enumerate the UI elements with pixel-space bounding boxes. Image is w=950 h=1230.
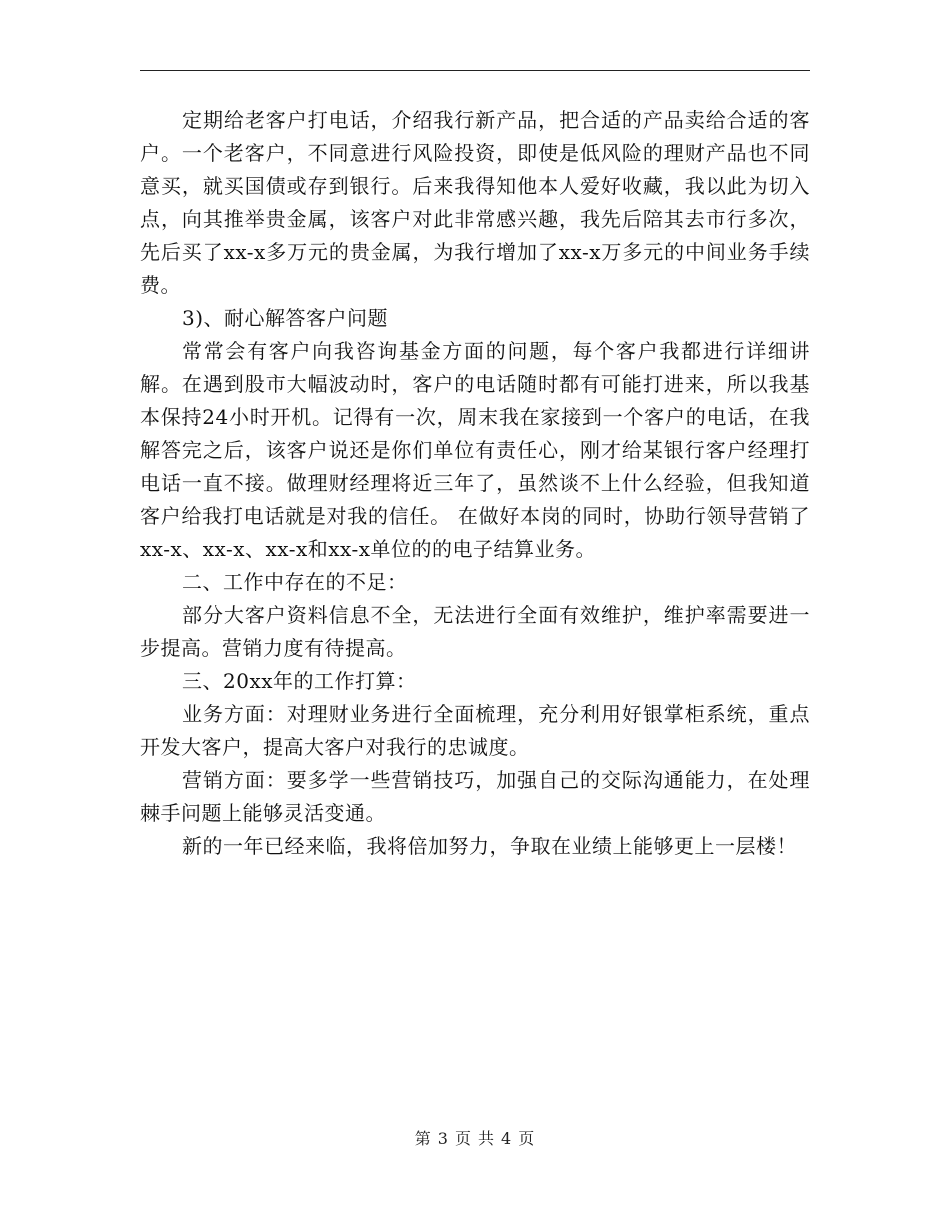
footer-prefix: 第	[414, 1129, 432, 1148]
paragraph-marketing-plan: 营销方面：要多学一些营销技巧，加强自己的交际沟通能力，在处理棘手问题上能够灵活变通。	[140, 768, 810, 825]
section-heading-work-plan: 三、20xx年的工作打算：	[182, 669, 417, 693]
footer-total-pages: 4	[501, 1129, 513, 1148]
document-body	[140, 104, 810, 863]
page-footer	[0, 1126, 950, 1149]
footer-suffix: 页	[518, 1129, 536, 1148]
paragraph-fund-consulting: 常常会有客户向我咨询基金方面的问题，每个客户我都进行详细讲解。在遇到股市大幅波动时，客户的电话随时都有可能打进来，所以我基本保持24小时开机。记得有一次，周末我在家接到一个客户的电话，在我解答完之后，该客户说还是你们单位有责任心，刚才给某银行客户经理打电话一直不接。做理财经理将近三年了，虽然谈不上什么经验，但我知道客户给我打电话就是对我的信任。 在做好本岗的同时，协助行领导营销了xx-x、xx-x、xx-x和xx-x单位的的电子结算业务。	[140, 339, 810, 561]
paragraph-shortcomings: 部分大客户资料信息不全，无法进行全面有效维护，维护率需要进一步提高。营销力度有待提高。	[140, 603, 810, 660]
section-heading-shortcomings: 二、工作中存在的不足：	[182, 570, 408, 594]
header-rule	[140, 70, 810, 71]
footer-current-page: 3	[437, 1129, 449, 1148]
paragraph-business-plan: 业务方面：对理财业务进行全面梳理，充分利用好银掌柜系统，重点开发大客户，提高大客户对我行的忠诚度。	[140, 702, 810, 759]
paragraph-heading-answer-questions: 3)、耐心解答客户问题	[182, 306, 389, 330]
paragraph-call-old-customers: 定期给老客户打电话，介绍我行新产品，把合适的产品卖给合适的客户。一个老客户，不同意进行风险投资，即使是低风险的理财产品也不同意买，就买国债或存到银行。后来我得知他本人爱好收藏，我以此为切入点，向其推举贵金属，该客户对此非常感兴趣，我先后陪其去市行多次，先后买了xx-x多万元的贵金属，为我行增加了xx-x万多元的中间业务手续费。	[140, 108, 810, 297]
paragraph-closing: 新的一年已经来临，我将倍加努力，争取在业绩上能够更上一层楼！	[182, 834, 797, 858]
footer-middle: 页 共	[454, 1129, 496, 1148]
